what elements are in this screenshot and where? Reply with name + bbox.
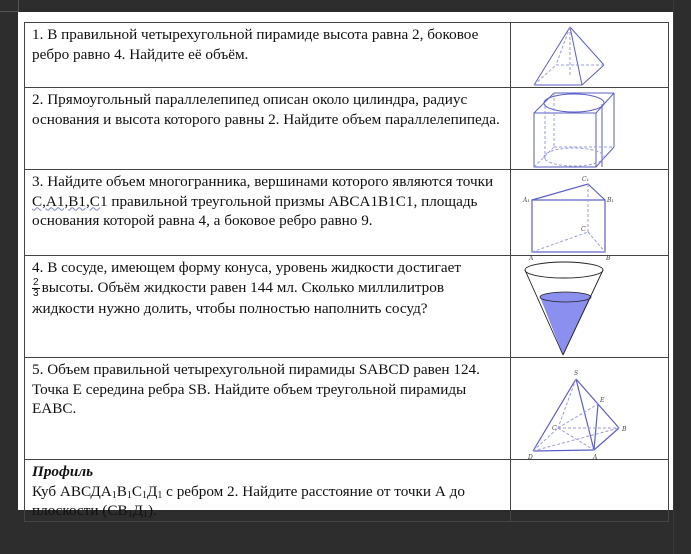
task-1-figure-cell [511,23,669,88]
table-row [25,256,669,358]
table-row [25,460,669,522]
document-page [18,12,673,520]
profile-figure-cell-empty [511,460,669,522]
task-2-figure-cell [511,88,669,170]
label-c: C [581,226,586,233]
cone-liquid-figure [518,258,676,357]
ruler-horizontal [0,11,18,12]
table-row [25,23,669,88]
label-c: C [552,425,557,432]
table-row [25,170,669,256]
triangular-prism-figure [518,172,676,262]
table-row [25,358,669,460]
label-a: A [529,255,534,262]
fraction-two-thirds: $\frac{2}{3}$ [33,276,39,299]
task-4-text: 4. В сосуде, имеющем форму конуса, уровень жидкости достигает $\frac{2}{3}$ высоты. Объём жидкости равен 144 мл. Сколько миллилитров жидкости нужно долить, чтобы полностью наполнить сосуд? [25,256,511,358]
task-3-text: 3. Найдите объем многогранника, вершинами которого являются точки C,A1,B1,C1 правильной треугольной призмы ABCA1B1C1, площадь основания которой равна 4, а боковое ребро равно 9. [25,170,511,256]
task-3-figure-cell [511,170,669,262]
pyramid-sabcd-figure [518,360,676,459]
spellcheck-underline: C,A1,B1,C [32,192,100,210]
square-pyramid-figure [518,25,676,87]
task-2-text: 2. Прямоугольный параллелепипед описан около цилиндра, радиус основания и высота которого равны 2. Найдите объем параллелепипеда. [25,88,511,170]
task-1-text: 1. В правильной четырехугольной пирамиде высота равна 2, боковое ребро равно 4. Найдите её объём. [25,23,511,88]
label-c1: C₁ [582,176,589,183]
task-5-text: 5. Объем правильной четырехугольной пирамиды SABCD равен 124. Точка E середина ребра SB. Найдите объем треугольной пирамиды EABC. [25,358,511,460]
table-row [25,88,669,170]
label-e: E [600,397,605,404]
tasks-table [24,22,669,522]
task-5-figure-cell [511,358,669,460]
ruler-vertical [18,0,19,12]
label-a: A [593,454,598,461]
profile-title: Профиль [32,463,94,480]
cylinder-in-cube-figure [518,90,676,169]
task-4-figure-cell [511,256,669,358]
label-s: S [574,370,579,377]
label-b: B [622,426,627,433]
label-a1: A₁ [523,197,530,204]
profile-task-text: Профиль Куб $АВСДА_1В_1С_1Д_1$ с ребром 2. Найдите расстояние от точки А до плоскости $(СВ_1Д_1)$. [25,460,511,522]
label-b: B [606,255,611,262]
label-d: D [528,454,533,461]
label-b1: B₁ [607,197,614,204]
